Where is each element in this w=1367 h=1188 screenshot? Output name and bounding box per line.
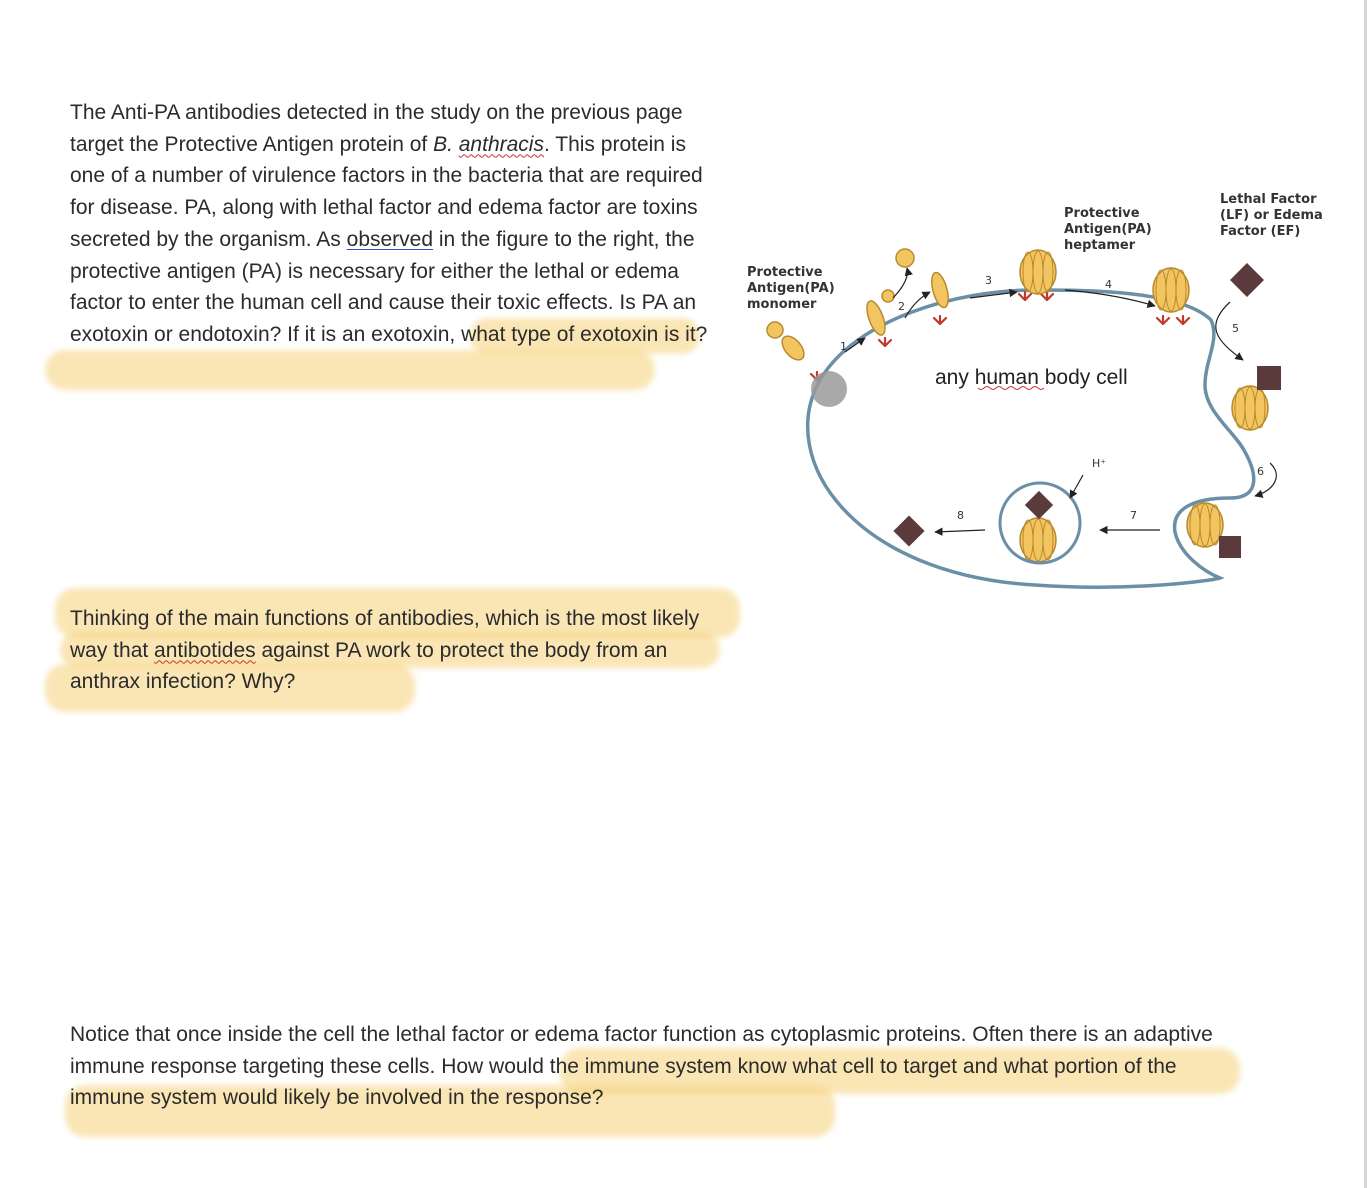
- proton-label: H⁺: [1092, 457, 1107, 470]
- misspelled-word: antibotides: [154, 638, 256, 662]
- arrow-cleave: [893, 268, 907, 298]
- step-number-1: 1: [840, 340, 847, 353]
- pa-heptamer-endocytosed-icon: [1232, 386, 1268, 430]
- observed-word: observed: [346, 227, 434, 251]
- intro-text-part2: . This protein is one of a number of virulence factors in the bacteria that are required for disease. PA, along with lethal factor and edema factor are toxins secreted by the organism. As: [70, 132, 703, 251]
- intro-text-part1: The Anti-PA antibodies detected in the study on the previous page target the Protective Antigen protein of: [70, 101, 683, 156]
- step-number-8: 8: [957, 509, 964, 522]
- factor-label: Lethal Factor (LF) or Edema Factor (EF): [1220, 192, 1323, 239]
- anthrax-toxin-diagram: [735, 180, 1340, 600]
- cell-label: any human body cell: [935, 366, 1128, 389]
- pa-monomer-label: Protective Antigen(PA) monomer: [747, 265, 835, 312]
- question-exotoxin: Is PA an exotoxin or endotoxin? If it is an exotoxin, what type of exotoxin is it?: [70, 291, 708, 346]
- step-number-7: 7: [1130, 509, 1137, 522]
- step-number-4: 4: [1105, 278, 1112, 291]
- species-name: anthracis: [458, 132, 544, 156]
- antibody-question-part1: Thinking of the main functions of antibodies, which is the most likely way that: [70, 607, 700, 662]
- step-number-2: 2: [898, 300, 905, 313]
- species-abbrev: B.: [433, 132, 453, 156]
- binding-site-marker: [811, 371, 847, 407]
- immune-response-text: Notice that once inside the cell the lethal factor or edema factor function as cytoplasmic proteins. Often there is an adaptive immune response targeting these cells. How would the immune system know what cell to target and what portion of the immune system would likely be involved in the response?: [70, 1023, 1213, 1110]
- immune-response-question: [70, 1019, 1240, 1114]
- antibody-question-part2: against PA work to protect the body from an anthrax infection? Why?: [70, 638, 668, 694]
- antibody-question: [70, 603, 720, 698]
- pa-heptamer-icon: [1153, 268, 1189, 312]
- step-number-6: 6: [1257, 465, 1264, 478]
- pa-heptamer-vesicle-icon: [1020, 518, 1056, 562]
- lf-ef-factor-endosome-icon: [1219, 536, 1241, 558]
- step-number-3: 3: [985, 274, 992, 287]
- pa-heptamer-label: Protective Antigen(PA) heptamer: [1064, 206, 1152, 253]
- highlight-question-1b: [45, 350, 655, 390]
- pa-heptamer-endosome-icon: [1187, 503, 1223, 547]
- lf-ef-factor-bound-icon: [1257, 366, 1281, 390]
- intro-text-part3: in the figure to the right, the protective antigen (PA) is necessary for either the lethal or edema factor to enter the human cell and cause their toxic effects.: [70, 227, 695, 315]
- step-number-5: 5: [1232, 322, 1239, 335]
- pa-monomer-icon: [767, 322, 808, 364]
- intro-paragraph: [70, 97, 720, 351]
- pa-heptamer-icon: [1020, 250, 1056, 294]
- lf-ef-factor-icon: [1230, 263, 1264, 297]
